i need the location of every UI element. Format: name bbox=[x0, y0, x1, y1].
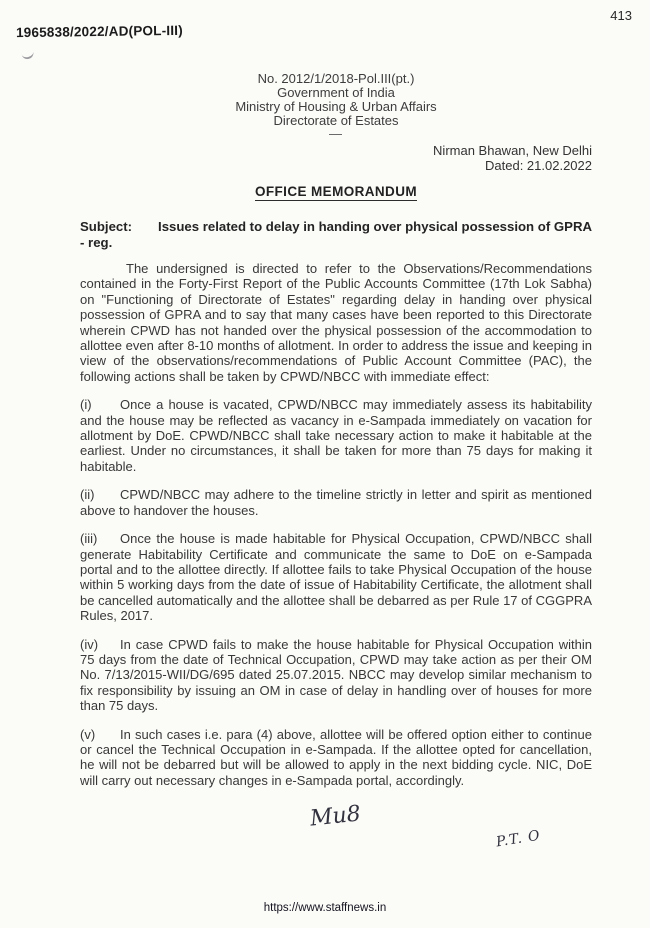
intro-paragraph: The undersigned is directed to refer to the Observations/Recommendations contained in the Forty-First Report of the Public Accounts Committee (17th Lok Sabha) on "Functioning of Directorate of Estates" regarding delay in handing over physical possession of GPRA and to say that many cases have been reported to this Directorate wherein CPWD has not handed over the physical possession of the accommodation to allottee even after 8-10 months of allotment. In order to address the issue and keeping in view of the observations/recommendations of Public Account Committee (PAC), the following actions shall be taken by CPWD/NBCC with immediate effect: bbox=[80, 261, 592, 384]
subject-text: Issues related to delay in handing over physical possession of GPRA - reg. bbox=[80, 219, 592, 250]
file-number: 1965838/2022/AD(POL-III) bbox=[15, 22, 183, 41]
place-line: Nirman Bhawan, New Delhi bbox=[433, 143, 592, 158]
list-item-iii bbox=[80, 531, 592, 623]
item-text: In case CPWD fails to make the house habitable for Physical Occupation within 75 days from the date of Technical Occupation, CPWD may take action as per their OM No. 7/13/2015-WII/DG/695 dated 25.07.2015. NBCC may develop similar mechanism to fix responsibility by issuing an OM in case of delay in handling over of houses for more than 75 days. bbox=[80, 636, 592, 714]
item-text: Once the house is made habitable for Physical Occupation, CPWD/NBCC shall generate Habitability Certificate and communicate the same to DoE on e-Sampada portal and to the allottee directly. If allottee fails to take Physical Occupation of the house within 5 working days from the date of issue of Habitability Certificate, the allotment shall be cancelled automatically and the allottee shall be debarred as per Rule 17 of CGGPRA Rules, 2017. bbox=[80, 531, 592, 624]
org-name: Government of India bbox=[277, 85, 395, 100]
page-number: 413 bbox=[610, 8, 632, 23]
subject-label: Subject: bbox=[80, 219, 133, 234]
memo-title: OFFICE MEMORANDUM bbox=[254, 184, 418, 199]
date-line: Dated: 21.02.2022 bbox=[485, 158, 592, 173]
ministry-name: Ministry of Housing & Urban Affairs bbox=[235, 99, 437, 114]
separator-dash: — bbox=[329, 126, 343, 141]
item-number: (iii) bbox=[80, 531, 98, 547]
item-text: CPWD/NBCC may adhere to the timeline strictly in letter and spirit as mentioned above to handover the houses. bbox=[80, 487, 592, 518]
item-number: (iv) bbox=[80, 636, 99, 652]
list-item-i bbox=[80, 397, 592, 474]
item-text: In such cases i.e. para (4) above, allottee will be offered option either to continue or cancel the Technical Occupation in e-Sampada. If the allottee opted for cancellation, he will not be debarred but will be allowed to apply in the next bidding cycle. NIC, DoE will carry out necessary changes in e-Sampada portal, accordingly. bbox=[80, 726, 592, 788]
pto-note: P.T. O bbox=[495, 827, 542, 851]
item-number: (ii) bbox=[80, 487, 95, 503]
list-item-v bbox=[80, 727, 592, 789]
memo-title-row bbox=[80, 183, 592, 201]
footer-url[interactable]: https://www.staffnews.in bbox=[263, 902, 387, 914]
list-item-iv bbox=[80, 637, 592, 714]
item-number: (i) bbox=[80, 397, 92, 413]
list-item-ii bbox=[80, 487, 592, 518]
signature-scribble: Mu8 bbox=[308, 801, 362, 832]
item-number: (v) bbox=[80, 726, 96, 742]
item-text: Once a house is vacated, CPWD/NBCC may immediately assess its habitability and the house may be reflected as vacancy in e-Sampada immediately on vacation for allotment by DoE. CPWD/NBCC shall take necessary action to make it habitable at the earliest. Under no circumstances, it shall be taken for more than 75 days for making it habitable. bbox=[80, 397, 592, 474]
ref-number: No. 2012/1/2018-Pol.III(pt.) bbox=[257, 71, 415, 86]
department-name: Directorate of Estates bbox=[273, 113, 399, 128]
subject-line bbox=[80, 219, 592, 251]
